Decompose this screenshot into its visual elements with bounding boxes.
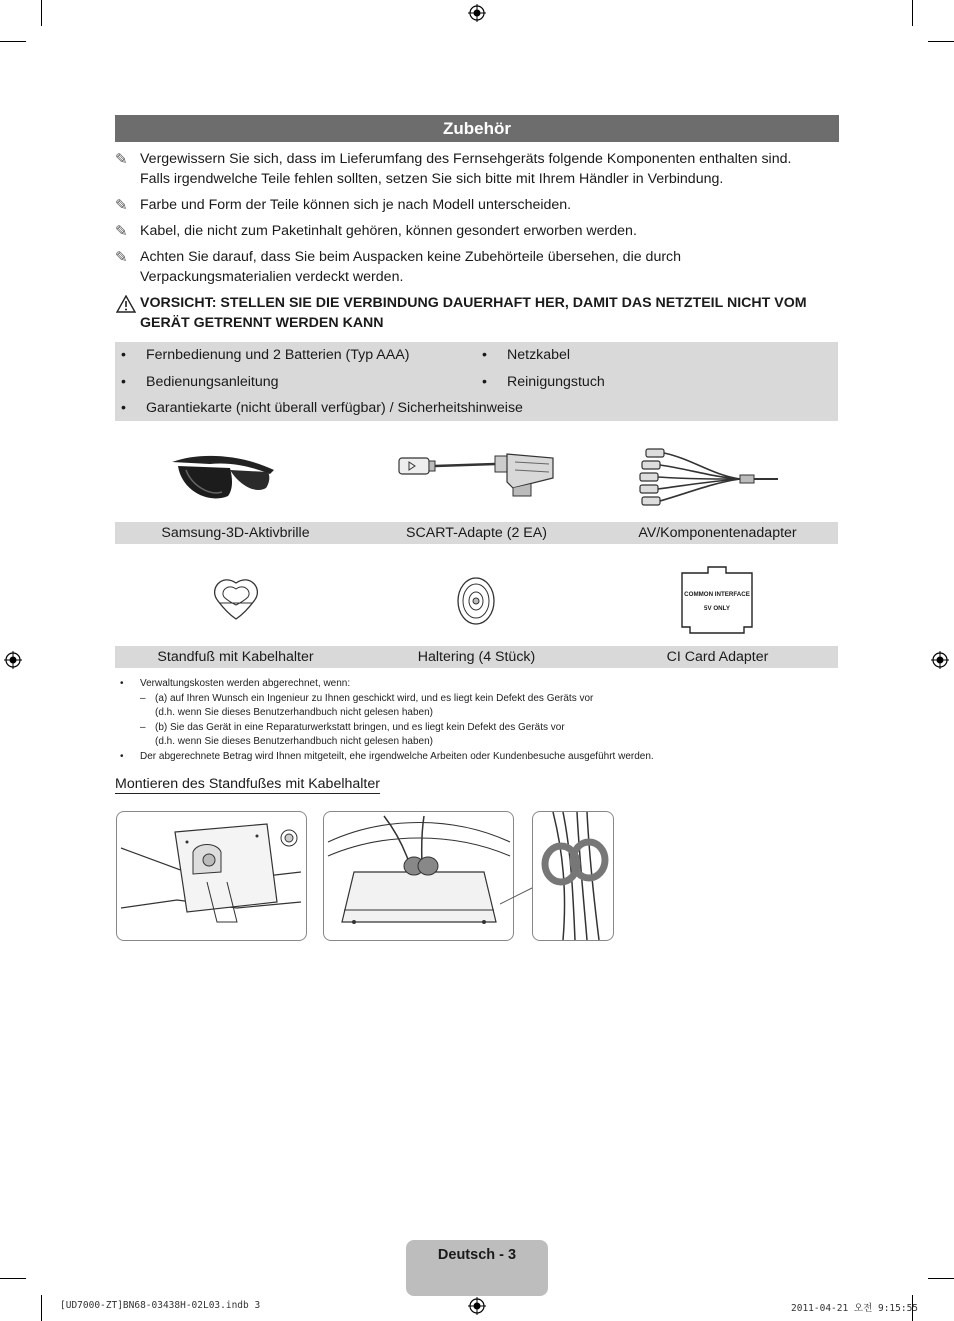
note-item bbox=[115, 150, 840, 189]
pencil-note-icon: ✎ bbox=[115, 223, 128, 240]
ci-card-label-line: COMMON INTERFACE bbox=[684, 591, 750, 598]
holder-ring-image bbox=[455, 575, 497, 627]
list-item-text: Fernbedienung und 2 Batterien (Typ AAA) bbox=[146, 347, 410, 363]
crop-mark bbox=[928, 1278, 954, 1279]
note-line: Kabel, die nicht zum Paketinhalt gehören, können gesondert erworben werden. bbox=[140, 223, 637, 239]
fees-line bbox=[120, 677, 840, 692]
bullet: • bbox=[482, 347, 487, 363]
dash: – bbox=[140, 692, 146, 704]
accessory-caption: SCART-Adapte (2 EA) bbox=[406, 525, 547, 541]
registration-mark-icon bbox=[931, 651, 949, 669]
stand-assembly-illustration-1 bbox=[116, 811, 307, 941]
accessory-caption: Samsung-3D-Aktivbrille bbox=[161, 525, 310, 541]
accessory-caption: AV/Komponentenadapter bbox=[638, 525, 797, 541]
scart-adapter-image bbox=[395, 452, 557, 498]
fees-item: (d.h. wenn Sie dieses Benutzerhandbuch nicht gelesen haben) bbox=[155, 707, 433, 718]
print-slug-right: 2011-04-21 오전 9:15:55 bbox=[791, 1303, 919, 1314]
fees-item: (a) auf Ihren Wunsch ein Ingenieur zu Ihnen geschickt wird, und es liegt kein Defekt des Geräts vor bbox=[155, 692, 594, 704]
list-item bbox=[482, 374, 605, 390]
crop-mark bbox=[912, 0, 913, 26]
subheading: Montieren des Standfußes mit Kabelhalter bbox=[115, 776, 380, 792]
fees-intro: Verwaltungskosten werden abgerechnet, wenn: bbox=[140, 678, 351, 689]
note-item bbox=[115, 196, 840, 216]
note-line: Achten Sie darauf, dass Sie beim Auspacken keine Zubehörteile übersehen, die durch bbox=[140, 249, 682, 265]
stand-with-cable-holder-image bbox=[210, 575, 262, 623]
accessory-caption: CI Card Adapter bbox=[666, 649, 769, 665]
stand-assembly-illustration-detail bbox=[532, 811, 614, 941]
note-line: Verpackungsmaterialien verdeckt werden. bbox=[140, 268, 404, 285]
list-item bbox=[121, 347, 409, 363]
pencil-note-icon: ✎ bbox=[115, 249, 128, 266]
fees-line bbox=[120, 692, 840, 707]
list-item bbox=[121, 374, 279, 390]
registration-mark-icon bbox=[468, 4, 486, 22]
bullet: • bbox=[482, 374, 487, 390]
note-line: Vergewissern Sie sich, dass im Lieferumfang des Fernsehgeräts folgende Komponenten enthalten sind. bbox=[140, 151, 792, 167]
caution-line: VORSICHT: STELLEN SIE DIE VERBINDUNG DAUERHAFT HER, DAMIT DAS NETZTEIL NICHT VOM bbox=[140, 295, 807, 311]
note-line: Falls irgendwelche Teile fehlen sollten, setzen Sie sich bitte mit Ihrem Händler in Verbindung. bbox=[140, 170, 724, 187]
print-slug-left: [UD7000-ZT]BN68-03438H-02L03.indb 3 bbox=[60, 1300, 261, 1311]
list-item bbox=[482, 347, 570, 363]
dash: – bbox=[140, 721, 146, 733]
contents-list bbox=[115, 342, 838, 421]
pencil-note-icon: ✎ bbox=[115, 151, 128, 168]
note-item bbox=[115, 222, 840, 242]
list-item-text: Bedienungsanleitung bbox=[146, 374, 279, 390]
bullet: • bbox=[120, 750, 124, 762]
cable-routing-illustration-icon bbox=[324, 812, 513, 940]
list-item-text: Netzkabel bbox=[507, 347, 571, 363]
fees-line bbox=[120, 721, 840, 736]
caution-line: GERÄT GETRENNT WERDEN KANN bbox=[140, 314, 384, 331]
registration-mark-icon bbox=[4, 651, 22, 669]
note-item bbox=[115, 248, 840, 287]
fees-item: (b) Sie das Gerät in eine Reparaturwerkstatt bringen, und es liegt kein Defekt des Geräts vor bbox=[155, 721, 565, 733]
registration-mark-icon bbox=[468, 1297, 486, 1315]
av-component-adapter-image bbox=[632, 445, 782, 515]
cable-holder-detail-icon bbox=[533, 812, 613, 940]
crop-mark bbox=[41, 1295, 42, 1321]
crop-mark bbox=[0, 41, 26, 42]
list-item-text: Garantiekarte (nicht überall verfügbar) / Sicherheitshinweise bbox=[146, 400, 523, 416]
fees-line bbox=[120, 750, 840, 765]
bullet: • bbox=[121, 347, 126, 363]
fees-last: Der abgerechnete Betrag wird Ihnen mitgeteilt, ehe irgendwelche Arbeiten oder Kundenbesuche ausgeführt werden. bbox=[140, 750, 654, 762]
3d-glasses-image bbox=[170, 452, 276, 507]
note-line: Farbe und Form der Teile können sich je nach Modell unterscheiden. bbox=[140, 197, 572, 213]
bullet: • bbox=[121, 374, 126, 390]
accessory-caption: Standfuß mit Kabelhalter bbox=[157, 649, 314, 665]
accessory-caption: Haltering (4 Stück) bbox=[417, 649, 536, 665]
warning-triangle-icon bbox=[116, 295, 136, 313]
list-item-text: Reinigungstuch bbox=[507, 374, 605, 390]
caption-bar bbox=[115, 522, 838, 544]
section-title: Zubehör bbox=[115, 115, 839, 142]
fees-line bbox=[120, 706, 840, 721]
crop-mark bbox=[41, 0, 42, 26]
ci-card-label bbox=[678, 588, 756, 616]
stand-illustration-icon bbox=[117, 812, 306, 940]
ci-card-label-line: 5V ONLY bbox=[704, 605, 730, 612]
fees-notice bbox=[120, 677, 840, 764]
caution-notice bbox=[115, 294, 840, 333]
caption-bar bbox=[115, 646, 838, 668]
stand-assembly-illustration-2 bbox=[323, 811, 514, 941]
list-item bbox=[121, 400, 523, 416]
bullet: • bbox=[121, 400, 126, 416]
fees-line bbox=[120, 735, 840, 750]
pencil-note-icon: ✎ bbox=[115, 197, 128, 214]
page-number-tab: Deutsch - 3 bbox=[406, 1240, 548, 1296]
crop-mark bbox=[0, 1278, 26, 1279]
bullet: • bbox=[120, 678, 124, 689]
fees-item: (d.h. wenn Sie dieses Benutzerhandbuch nicht gelesen haben) bbox=[155, 736, 433, 747]
crop-mark bbox=[928, 41, 954, 42]
